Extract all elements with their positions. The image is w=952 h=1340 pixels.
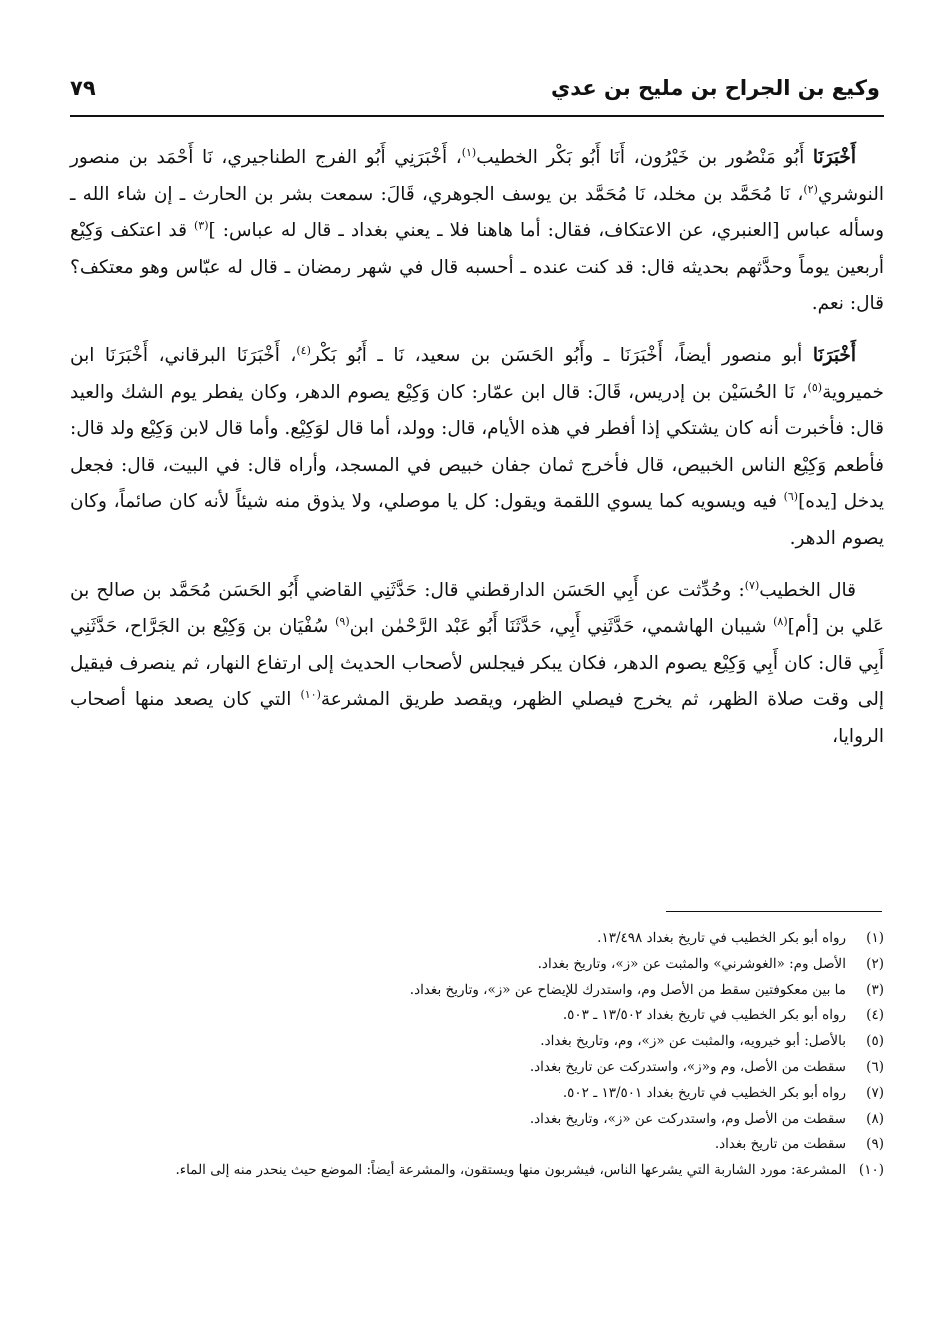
text-segment: أبو منصور أيضاً، أَخْبَرَنَا ـ وأَبُو الحَسَن بن سعيد، نَا ـ أَبُو بَكْر (310, 344, 803, 366)
paragraph (70, 338, 884, 558)
header-rule (70, 115, 884, 117)
footnote-number: (٦) (866, 1058, 884, 1075)
footnote (70, 952, 884, 978)
footnote-text: سقطت من تاريخ بغداد. (714, 1136, 846, 1153)
footnote-reference: (٥) (807, 380, 823, 394)
footnote (70, 1003, 884, 1029)
footnote-reference: (٨) (773, 614, 788, 628)
footnote-reference: (٤) (296, 343, 311, 357)
text-segment: ، أَخْبَرَنِي أَبُو الفرج الطناجيري، نَا أَحْمَد بن منصور النوشري (70, 147, 884, 205)
paragraph-lead-word: أَخْبَرَنَا (812, 344, 856, 366)
footnote (70, 978, 884, 1004)
footnote-number: (٩) (866, 1136, 884, 1153)
footnote-text: سقطت من الأصل، وم و«ز»، واستدركت عن تاريخ بغداد. (529, 1058, 846, 1075)
main-text (70, 140, 884, 756)
footnote-number: (٥) (866, 1033, 884, 1050)
paragraph (70, 140, 884, 323)
text-segment: فيه ويسويه كما يسوي اللقمة ويقول: كل يا موصلي، ولا يذوق منه شيئاً لأنه كان صائماً، وكان يصوم الدهر. (70, 491, 884, 549)
running-title: وكيع بن الجراح بن مليح بن عدي (550, 76, 880, 100)
footnote (70, 926, 884, 952)
footnote (70, 1107, 884, 1133)
footnote (70, 1081, 884, 1107)
page-number: ٧٩ (70, 76, 96, 100)
text-segment: سُفْيَان بن وَكِيْع بن الجَرَّاح، حَدَّثَنِي أَبِي قال: كان أَبِي وَكِيْع يصوم الدهر، فكان يبكر فيجلس لأصحاب الحديث إلى ارتفاع النهار، ثم ينصرف فيقيل إلى وقت صلاة الظهر، ثم يخرج فيصلي الظهر، ويقصد طريق المشرعة (70, 616, 884, 711)
text-segment: : وحُدِّثت عن أَبِي الحَسَن الدارقطني قال: حَدَّثَنِي القاضي أَبُو الحَسَن مُحَمَّد بن صالح بن عَلي بن [أم] (70, 579, 884, 638)
footnote-number: (١) (866, 930, 884, 946)
footnote-text: الأصل وم: «الغوشرني» والمثبت عن «ز»، وتاريخ بغداد. (537, 955, 846, 972)
footnote-separator (666, 911, 882, 912)
footnote (70, 1029, 884, 1055)
text-segment: ، أَخْبَرَنَا البرقاني، أَخْبَرَنَا ابن خميروية (70, 344, 884, 403)
footnote-reference: (٩) (335, 614, 350, 628)
text-segment: ، نَا مُحَمَّد بن مخلد، نَا مُحَمَّد بن يوسف الجوهري، قَالَ: سمعت بشر بن الحارث ـ إن شاء الله ـ وسأله عباس [العنبري، عن الاعتكاف، فقال: أما هاهنا فلا ـ يعني بغداد ـ قال له عباس: ] (70, 183, 885, 242)
paragraph-lead-word: أَخْبَرَنَا (812, 147, 856, 168)
footnote-text: رواه أبو بكر الخطيب في تاريخ بغداد ١٣/٥٠٢ ـ ٥٠٣. (562, 1007, 846, 1024)
footnote-number: (٧) (866, 1084, 884, 1101)
text-segment: أَبُو مَنْصُور بن خَيْرُون، أَنَا أَبُو بَكْر الخطيب (476, 147, 805, 168)
footnote-text: بالأصل: أبو خيرويه، والمثبت عن «ز»، وم، وتاريخ بغداد. (540, 1033, 846, 1050)
footnote-text: ما بين معكوفتين سقط من الأصل وم، واستدرك للإيضاح عن «ز»، وتاريخ بغداد. (409, 981, 846, 998)
paragraph (70, 573, 884, 756)
footnote-text: المشرعة: مورد الشاربة التي يشرعها الناس، فيشربون منها ويستقون، والمشرعة أيضاً: الموضع حيث ينحدر منه إلى الماء. (175, 1162, 846, 1179)
page-header (70, 68, 880, 108)
footnote-text: رواه أبو بكر الخطيب في تاريخ بغداد ١٣/٥٠١ ـ ٥٠٢. (562, 1084, 846, 1101)
footnote-number: (٨) (866, 1110, 884, 1127)
footnote-number: (١٠) (858, 1162, 884, 1179)
footnotes (70, 926, 884, 1184)
footnote-reference: (٦) (783, 490, 799, 504)
footnote-number: (٤) (866, 1007, 884, 1024)
footnote-number: (٢) (866, 955, 884, 972)
text-segment: التي كان يصعد منها أصحاب الروايا، (70, 689, 884, 747)
footnote-reference: (١٠) (300, 688, 321, 702)
footnote-reference: (٢) (803, 182, 818, 196)
text-segment: شيبان الهاشمي، حَدَّثَنِي أَبِي، حَدَّثَنَا أَبُو عَبْد الرَّحْمٰن ابن (349, 616, 774, 638)
text-segment: قال الخطيب (759, 579, 856, 601)
footnote-number: (٣) (866, 981, 884, 998)
footnote-reference: (٣) (193, 219, 209, 233)
text-segment: ، نَا الحُسَيْن بن إدريس، قَالَ: قال ابن عمّار: كان وَكِيْع يصوم الدهر، وكان يفطر يوم الشك والعيد قال: فأخبرت أنه كان يشتكي إذا أفطر في هذه الأيام، قال: وولد، أما قال لوَكِيْع. وأما قال لابن وَكِيْع ولد قال: فأطعم وَكِيْع الناس الخبيص، قال فأخرج ثمان جفان خبيص في المسجد، وأراه قال: في البيت، قال: فجعل يدخل [يده] (70, 381, 884, 513)
footnote-text: رواه أبو بكر الخطيب في تاريخ بغداد ١٣/٤٩٨. (597, 930, 846, 946)
footnote (70, 1158, 884, 1184)
footnote-text: سقطت من الأصل وم، واستدركت عن «ز»، وتاريخ بغداد. (529, 1110, 846, 1127)
footnote-reference: (٧) (744, 578, 760, 592)
footnote-reference: (١) (461, 145, 477, 159)
text-segment: قد اعتكف وَكِيْع أربعين يوماً وحدَّثهم بحديثه قال: قد كنت عنده ـ أحسبه قال في شهر رمضان ـ قال له عبّاس وهو معتكف؟ قال: نعم. (70, 220, 884, 315)
footnote (70, 1132, 884, 1158)
footnote (70, 1055, 884, 1081)
